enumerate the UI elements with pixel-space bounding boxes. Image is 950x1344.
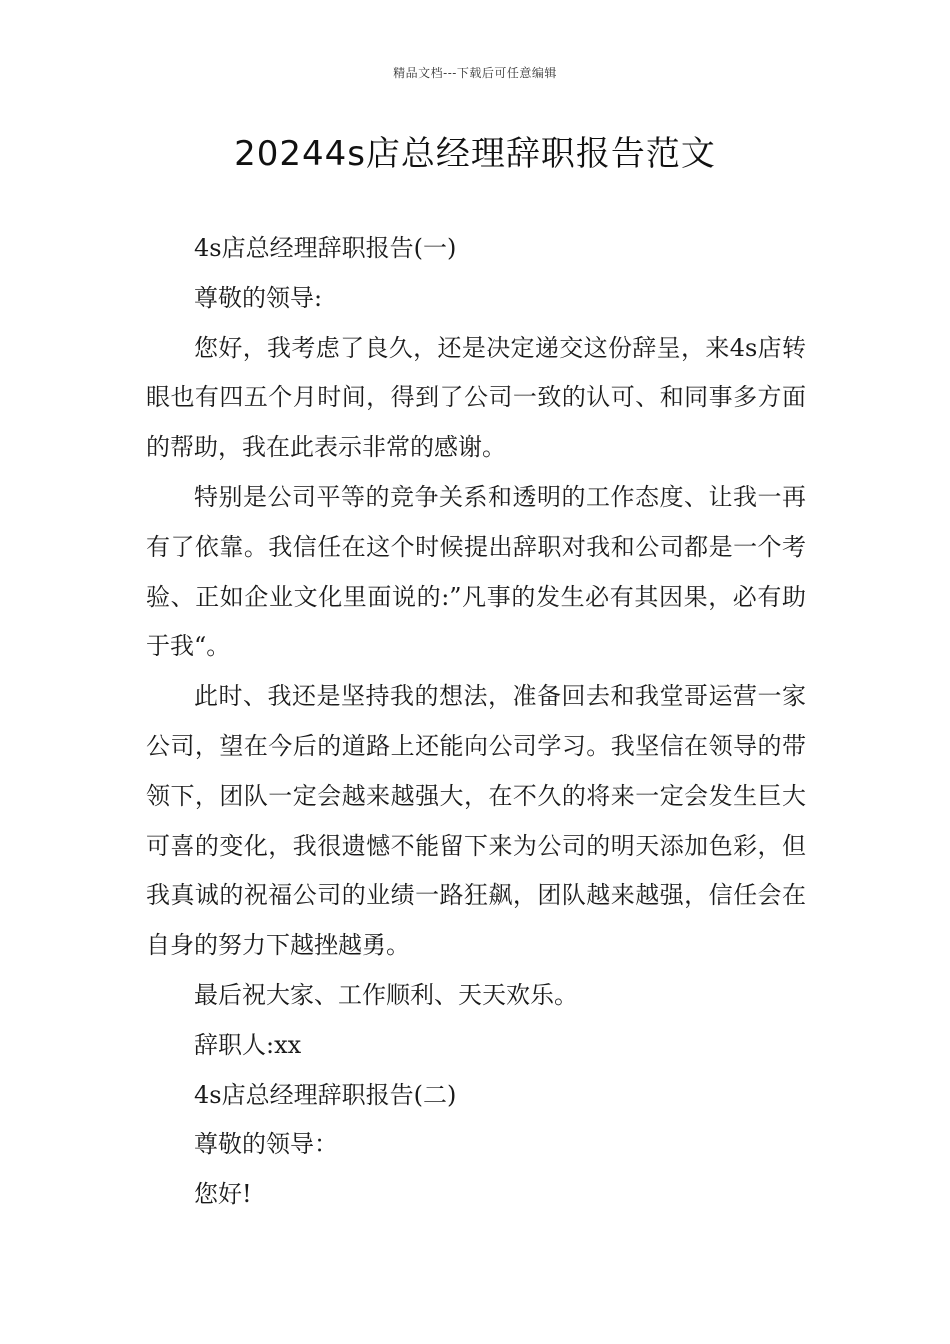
document-body: [146, 224, 806, 1220]
section-heading-1: 4s店总经理辞职报告(一): [194, 234, 457, 262]
closing-wishes: 最后祝大家、工作顺利、天天欢乐。: [194, 980, 578, 1009]
body-paragraph: 此时、我还是坚持我的想法，准备回去和我堂哥运营一家公司，望在今后的道路上还能向公司学习。我坚信在领导的带领下，团队一定会越来越强大，在不久的将来一定会发生巨大可喜的变化，我很遗憾不能留下来为公司的明天添加色彩，但我真诚的祝福公司的业绩一路狂飙，团队越来越强，信任会在自身的努力下越挫越勇。: [146, 682, 806, 960]
document-title: 20244s店总经理辞职报告范文: [234, 134, 716, 174]
header-note: 精品文档---下载后可任意编辑: [393, 66, 557, 80]
salutation: 尊敬的领导:: [194, 283, 323, 312]
salutation: 尊敬的领导：: [194, 1130, 338, 1159]
body-paragraph: 您好，我考虑了良久，还是决定递交这份辞呈，来4s店转眼也有四五个月时间，得到了公司一致的认可、和同事多方面的帮助，我在此表示非常的感谢。: [146, 333, 806, 462]
body-paragraph: 特别是公司平等的竞争关系和透明的工作态度、让我一再有了依靠。我信任在这个时候提出辞职对我和公司都是一个考验、正如企业文化里面说的:”凡事的发生必有其因果，必有助于我“。: [146, 482, 806, 661]
signature-line: 辞职人:xx: [194, 1030, 302, 1059]
greeting: 您好!: [194, 1180, 252, 1209]
section-heading-2: 4s店总经理辞职报告(二): [194, 1080, 457, 1109]
